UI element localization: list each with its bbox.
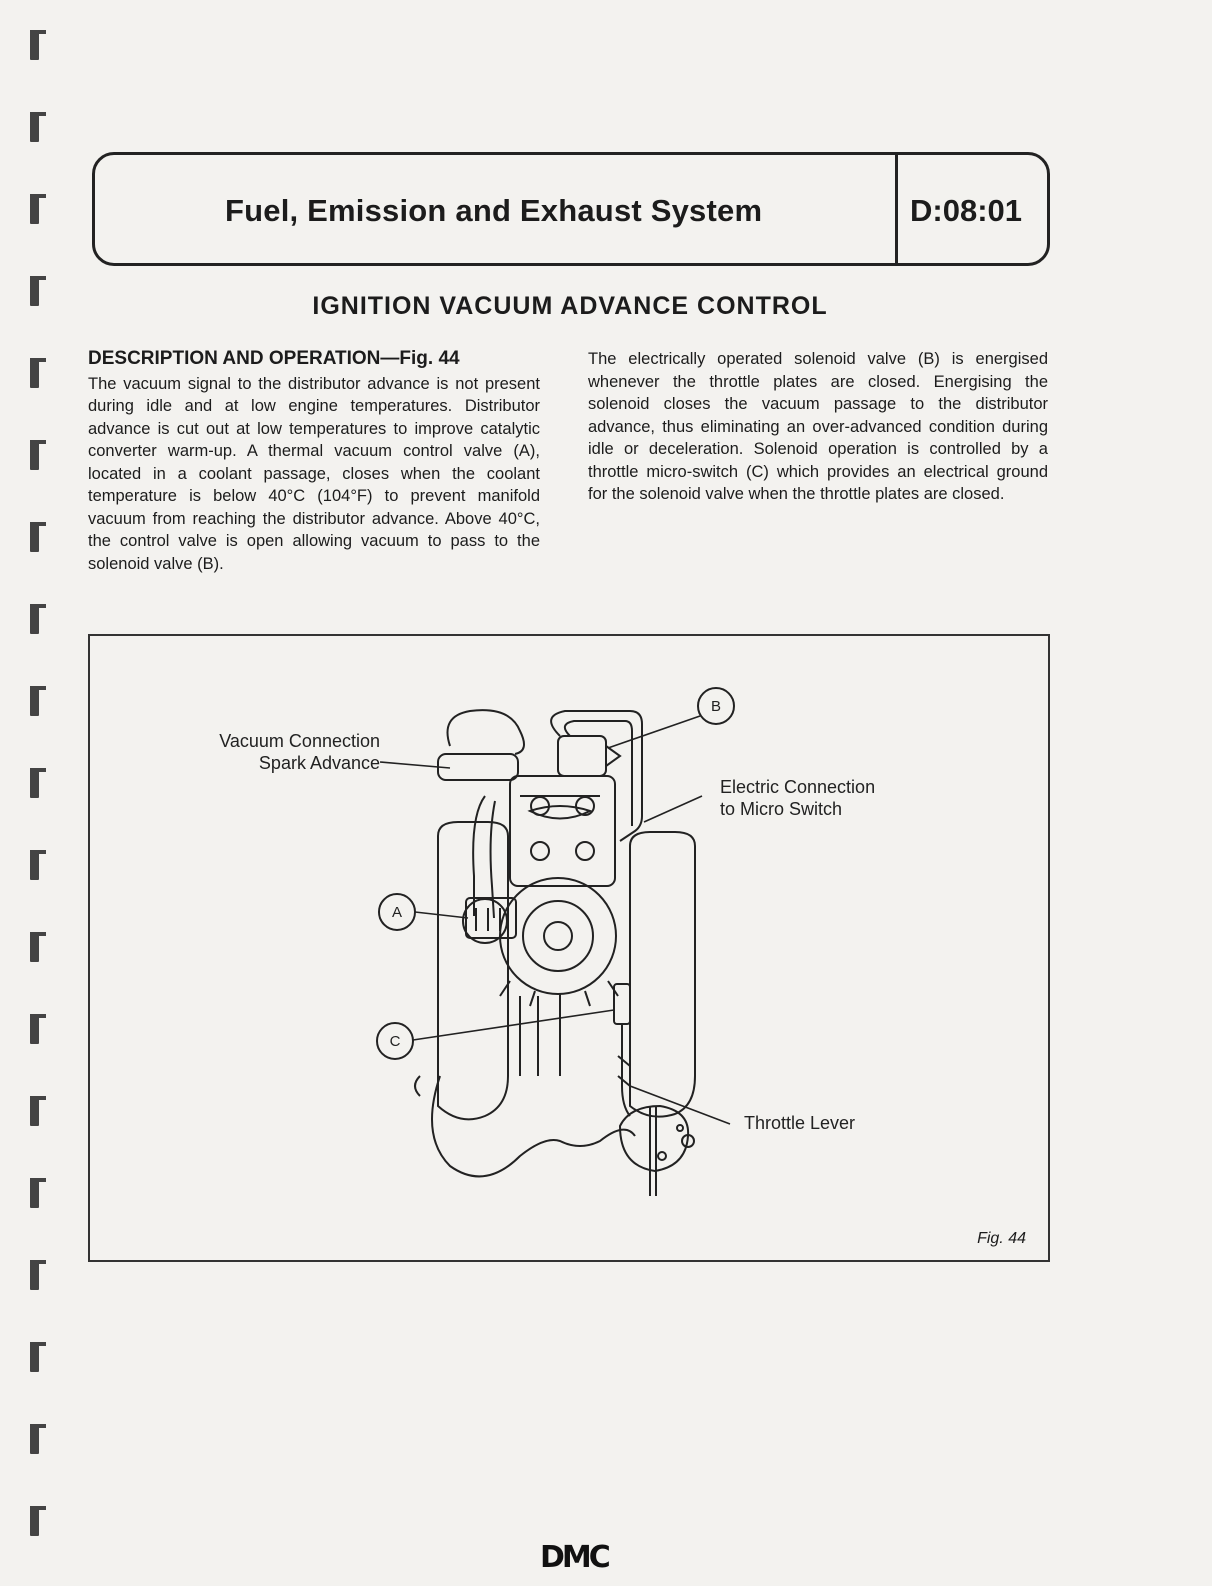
dmc-logo-text: DMC [540, 1540, 608, 1575]
right-column [588, 348, 1048, 506]
right-body-text: The electrically operated solenoid valve (B) is energised whenever the throttle plates are closed. Energising the solenoid closes the vacuum passage to the distributor advance, thus eliminating an over-advanced condition during idle or deceleration. Solenoid operation is controlled by a throttle micro-switch (C) which provides an electrical ground for the solenoid valve when the throttle plates are closed. [588, 350, 1048, 503]
left-column [88, 348, 540, 575]
header-title: Fuel, Emission and Exhaust System [225, 193, 763, 228]
binding-marks [30, 30, 50, 1570]
figure-caption: Fig. 44 [977, 1230, 1026, 1247]
header-box [92, 152, 1050, 266]
throttle-lever-label: Throttle Lever [744, 1113, 856, 1133]
figure-44 [88, 634, 1050, 1262]
electric-label-line1: Electric Connection [720, 777, 876, 797]
header-divider [895, 155, 898, 263]
dmc-logo [540, 1540, 608, 1575]
callout-b-letter: B [710, 698, 722, 715]
callout-a-letter: A [391, 904, 403, 921]
callout-c-letter: C [389, 1033, 401, 1050]
electric-label-line2: to Micro Switch [720, 799, 843, 819]
vacuum-label-line1: Vacuum Connection [219, 731, 380, 751]
left-body-text: The vacuum signal to the distributor advance is not present during idle and at low engine temperatures. Distributor advance is cut out at low temperatures to improve catalytic converter warm-up. A thermal vacuum control valve (A), located in a coolant passage, closes when the coolant temperature is below 40°C (104°F) to prevent manifold vacuum from reaching the distributor advance. Above 40°C, the control valve is open allowing vacuum to pass to the solenoid valve (B). [88, 374, 540, 573]
section-code: D:08:01 [910, 193, 1022, 228]
vacuum-label-line2: Spark Advance [258, 753, 380, 773]
subheading: DESCRIPTION AND OPERATION—Fig. 44 [88, 348, 460, 369]
section-title: IGNITION VACUUM ADVANCE CONTROL [312, 292, 828, 320]
electric-connection-label [720, 776, 875, 820]
vacuum-connection-label [190, 730, 380, 774]
